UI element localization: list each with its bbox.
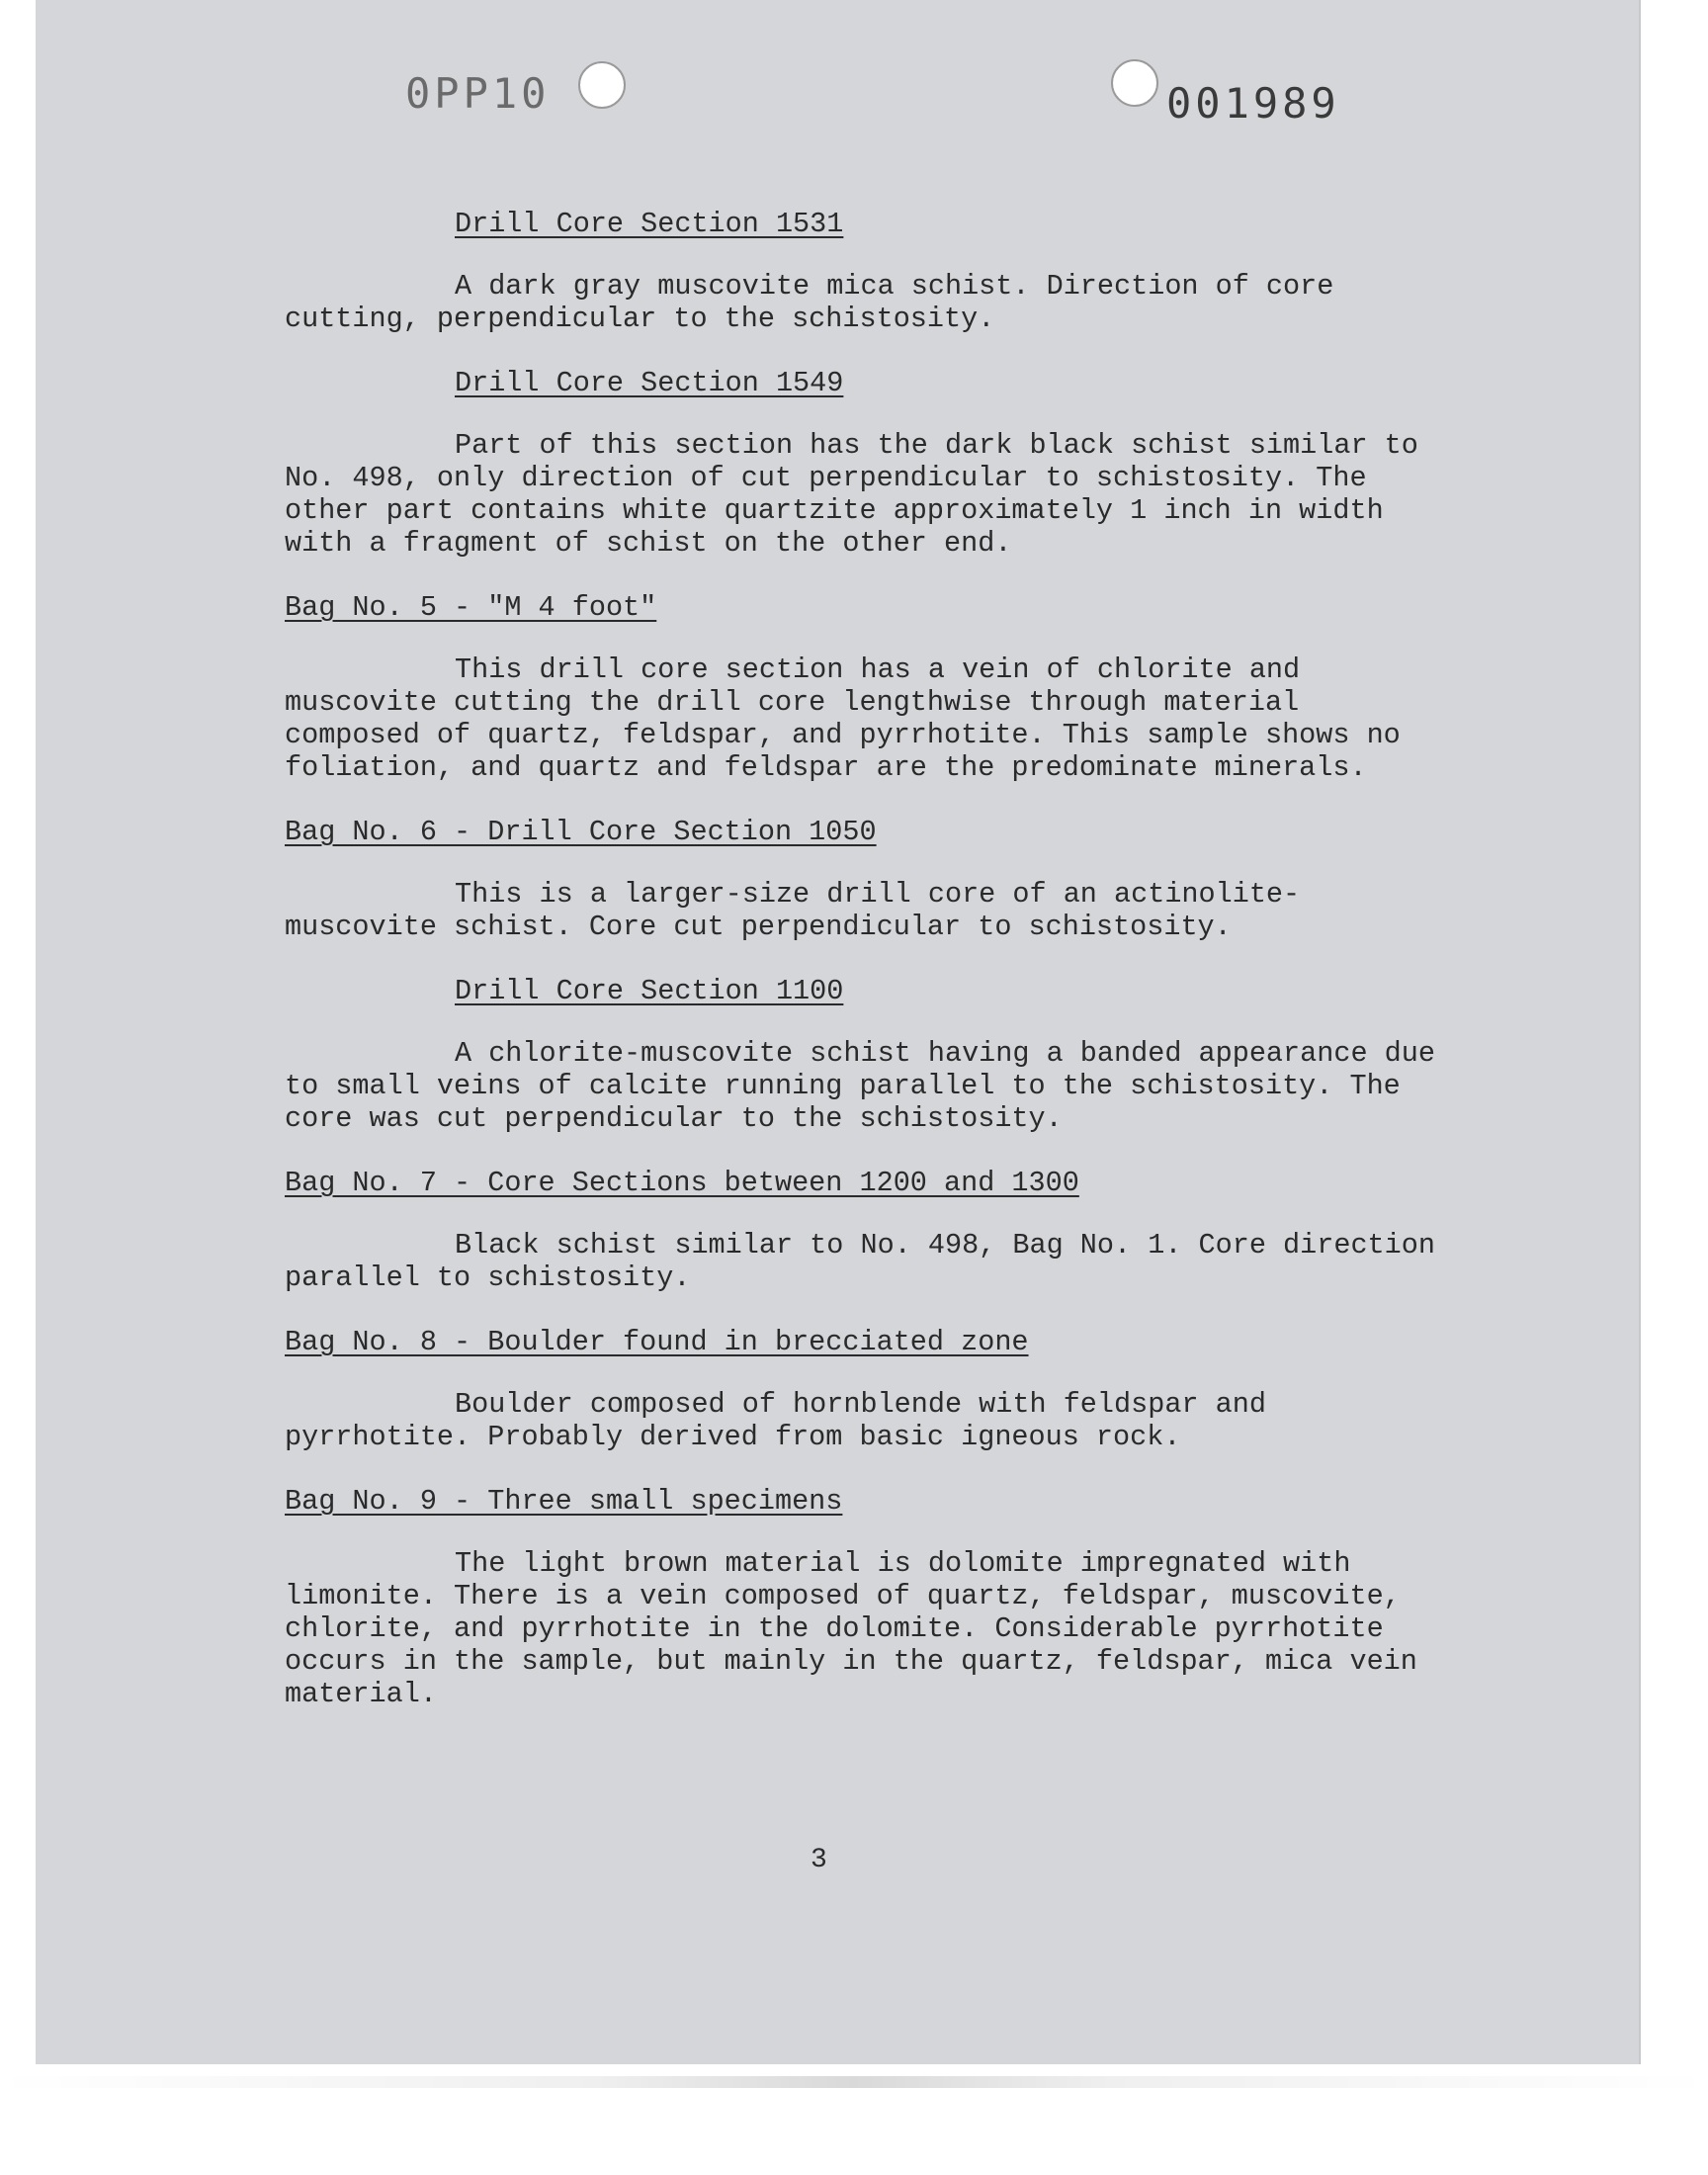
punch-hole-right bbox=[1111, 59, 1158, 107]
section-heading: Bag No. 9 - Three small specimens bbox=[285, 1485, 843, 1518]
section-heading: Bag No. 5 - "M 4 foot" bbox=[285, 591, 657, 624]
section-heading: Bag No. 8 - Boulder found in brecciated zone bbox=[285, 1326, 1029, 1358]
section-paragraph: A chlorite-muscovite schist having a banded appearance due to small veins of calcite running parallel to the schistosity. The core was cut perpendicular to the schistosity. bbox=[285, 1037, 1435, 1135]
section-heading: Bag No. 7 - Core Sections between 1200 and 1300 bbox=[285, 1167, 1079, 1199]
scan-edge bbox=[0, 2076, 1708, 2088]
section-paragraph: Part of this section has the dark black schist similar to No. 498, only direction of cut perpendicular to schistosity. The other part contains white quartzite approximately 1 inch in width with a fragment of schist on the other end. bbox=[285, 429, 1418, 560]
section-paragraph: A dark gray muscovite mica schist. Direction of core cutting, perpendicular to the schistosity. bbox=[285, 270, 1334, 335]
section-paragraph: Black schist similar to No. 498, Bag No. 1. Core direction parallel to schistosity. bbox=[285, 1229, 1435, 1294]
page-number: 3 bbox=[811, 1845, 827, 1875]
section-heading: Bag No. 6 - Drill Core Section 1050 bbox=[285, 816, 877, 848]
section-paragraph: This drill core section has a vein of chlorite and muscovite cutting the drill core lengthwise through material composed of quartz, feldspar, and pyrrhotite. This sample shows no foliation, and quartz and feldspar are the predominate minerals. bbox=[285, 653, 1401, 784]
section-heading: Drill Core Section 1100 bbox=[455, 975, 844, 1007]
document-body bbox=[285, 208, 1451, 1742]
section-paragraph: The light brown material is dolomite impregnated with limonite. There is a vein composed of quartz, feldspar, muscovite, chlorite, and pyrrhotite in the dolomite. Considerable pyrrhotite occurs in the sample, but mainly in the quartz, feldspar, mica vein material. bbox=[285, 1547, 1417, 1710]
section-paragraph: This is a larger-size drill core of an actinolite-muscovite schist. Core cut perpendicular to schistosity. bbox=[285, 878, 1301, 943]
section-paragraph: Boulder composed of hornblende with feldspar and pyrrhotite. Probably derived from basic igneous rock. bbox=[285, 1388, 1266, 1453]
document-stamp-right: 001989 bbox=[1166, 79, 1340, 128]
punch-hole-left bbox=[578, 61, 626, 109]
section-heading: Drill Core Section 1531 bbox=[455, 208, 844, 240]
section-heading: Drill Core Section 1549 bbox=[455, 367, 844, 399]
document-stamp-left: 0PP10 bbox=[405, 69, 551, 118]
